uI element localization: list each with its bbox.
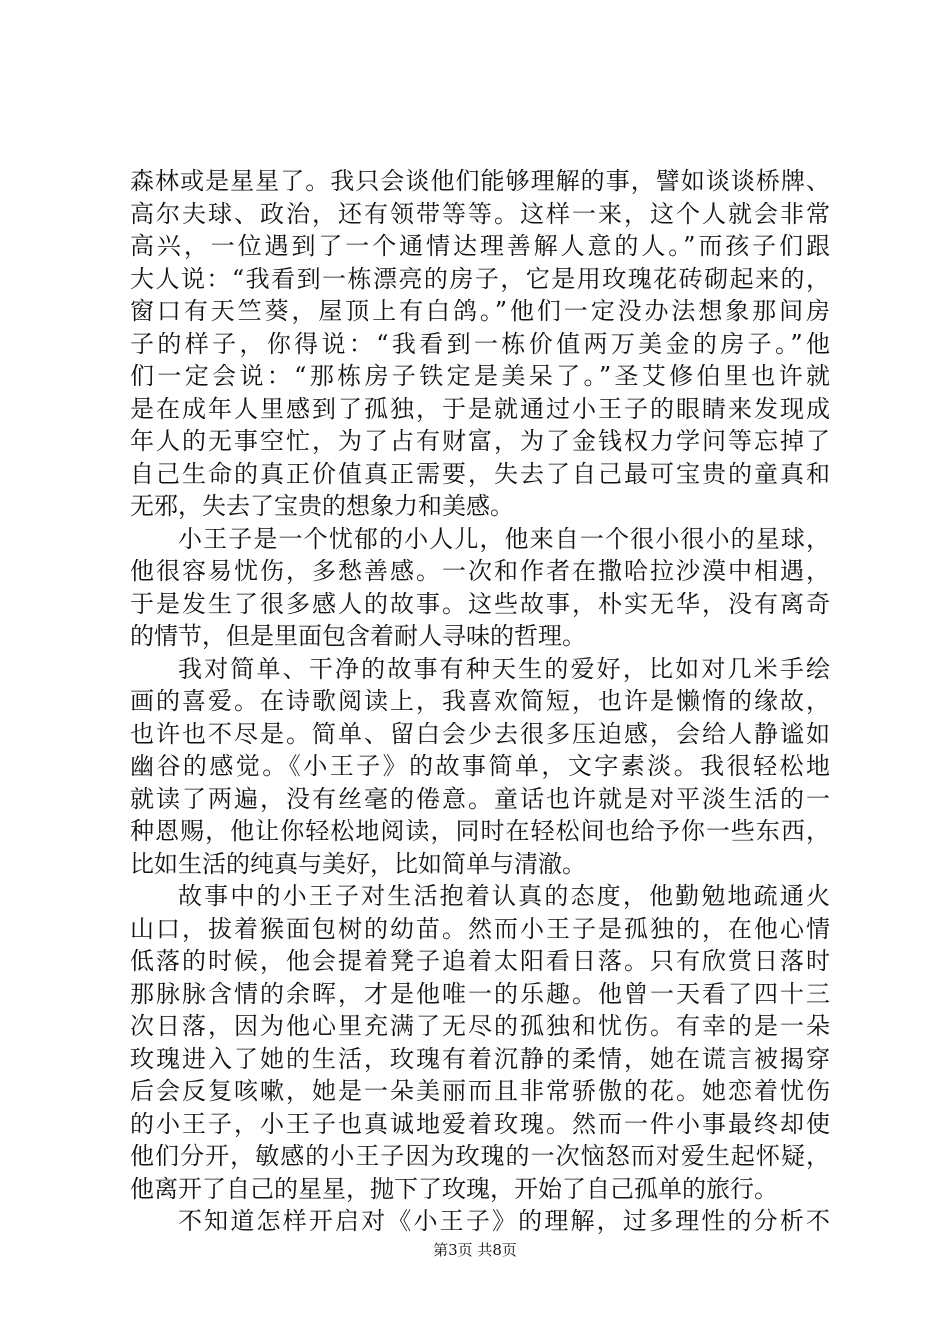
- text-line: 于是发生了很多感人的故事。这些故事，朴实无华，没有离奇: [130, 589, 830, 618]
- paragraph: [130, 880, 830, 1205]
- page-footer: [0, 1240, 950, 1260]
- text-line: 无邪，失去了宝贵的想象力和美感。: [130, 492, 514, 520]
- text-line: 年人的无事空忙，为了占有财富，为了金钱权力学问等忘掉了: [130, 427, 830, 455]
- text-line: 玫瑰进入了她的生活，玫瑰有着沉静的柔情，她在谎言被揭穿: [130, 1044, 830, 1073]
- paragraph: [130, 523, 830, 653]
- text-line: 森林或是星星了。我只会谈他们能够理解的事，譬如谈谈桥牌、: [130, 167, 830, 195]
- text-line: 他很容易忧伤，多愁善感。一次和作者在撒哈拉沙漠中相遇，: [130, 557, 830, 585]
- paragraph: [130, 1205, 830, 1238]
- text-line: 次日落，因为他心里充满了无尽的孤独和忧伤。有幸的是一朵: [130, 1012, 830, 1040]
- text-line: 不知道怎样开启对《小王子》的理解，过多理性的分析不: [178, 1207, 830, 1235]
- text-line: 他离开了自己的星星，抛下了玫瑰，开始了自己孤单的旅行。: [130, 1174, 778, 1203]
- text-line: 的小王子，小王子也真诚地爱着玫瑰。然而一件小事最终却使: [130, 1109, 830, 1138]
- text-line: 种恩赐，他让你轻松地阅读，同时在轻松间也给予你一些东西，: [130, 817, 830, 845]
- text-line: 我对简单、干净的故事有种天生的爱好，比如对几米手绘: [178, 654, 830, 683]
- text-line: 窗口有天竺葵，屋顶上有白鸽。”他们一定没办法想象那间房: [130, 297, 830, 325]
- text-line: 幽谷的感觉。《小王子》的故事简单，文字素淡。我很轻松地: [130, 752, 830, 780]
- text-line: 们一定会说：“那栋房子铁定是美呆了。”圣艾修伯里也许就: [130, 362, 830, 390]
- text-line: 画的喜爱。在诗歌阅读上，我喜欢简短，也许是懒惰的缘故，: [130, 687, 830, 715]
- text-line: 低落的时候，他会提着凳子追着太阳看日落。只有欣赏日落时: [130, 947, 830, 975]
- text-line: 山口，拔着猴面包树的幼苗。然而小王子是孤独的，在他心情: [130, 914, 830, 943]
- text-line: 大人说：“我看到一栋漂亮的房子，它是用玫瑰花砖砌起来的，: [130, 264, 830, 293]
- text-line: 后会反复咳嗽，她是一朵美丽而且非常骄傲的花。她恋着忧伤: [130, 1077, 830, 1105]
- text-line: 的情节，但是里面包含着耐人寻味的哲理。: [130, 622, 586, 650]
- paragraph: [130, 653, 830, 881]
- text-line: 子的样子，你得说：“我看到一栋价值两万美金的房子。”他: [130, 329, 830, 358]
- paragraph: [130, 165, 830, 523]
- text-line: 就读了两遍，没有丝毫的倦意。童话也许就是对平淡生活的一: [130, 784, 830, 813]
- text-line: 高兴，一位遇到了一个通情达理善解人意的人。”而孩子们跟: [130, 232, 830, 260]
- text-line: 那脉脉含情的余晖，才是他唯一的乐趣。他曾一天看了四十三: [130, 979, 830, 1008]
- text-line: 自己生命的真正价值真正需要，失去了自己最可宝贵的童真和: [130, 459, 830, 488]
- page-number: 第3页 共8页: [433, 1241, 517, 1259]
- text-line: 是在成年人里感到了孤独，于是就通过小王子的眼睛来发现成: [130, 394, 830, 423]
- document-body: [130, 165, 830, 1238]
- text-line: 比如生活的纯真与美好，比如简单与清澈。: [130, 849, 586, 878]
- text-line: 故事中的小王子对生活抱着认真的态度，他勤勉地疏通火: [178, 882, 830, 910]
- text-line: 他们分开，敏感的小王子因为玫瑰的一次恼怒而对爱生起怀疑，: [130, 1142, 830, 1170]
- text-line: 小王子是一个忧郁的小人儿，他来自一个很小很小的星球，: [178, 524, 830, 553]
- text-line: 也许也不尽是。简单、留白会少去很多压迫感，会给人静谧如: [130, 719, 830, 748]
- text-line: 高尔夫球、政治，还有领带等等。这样一来，这个人就会非常: [130, 199, 830, 228]
